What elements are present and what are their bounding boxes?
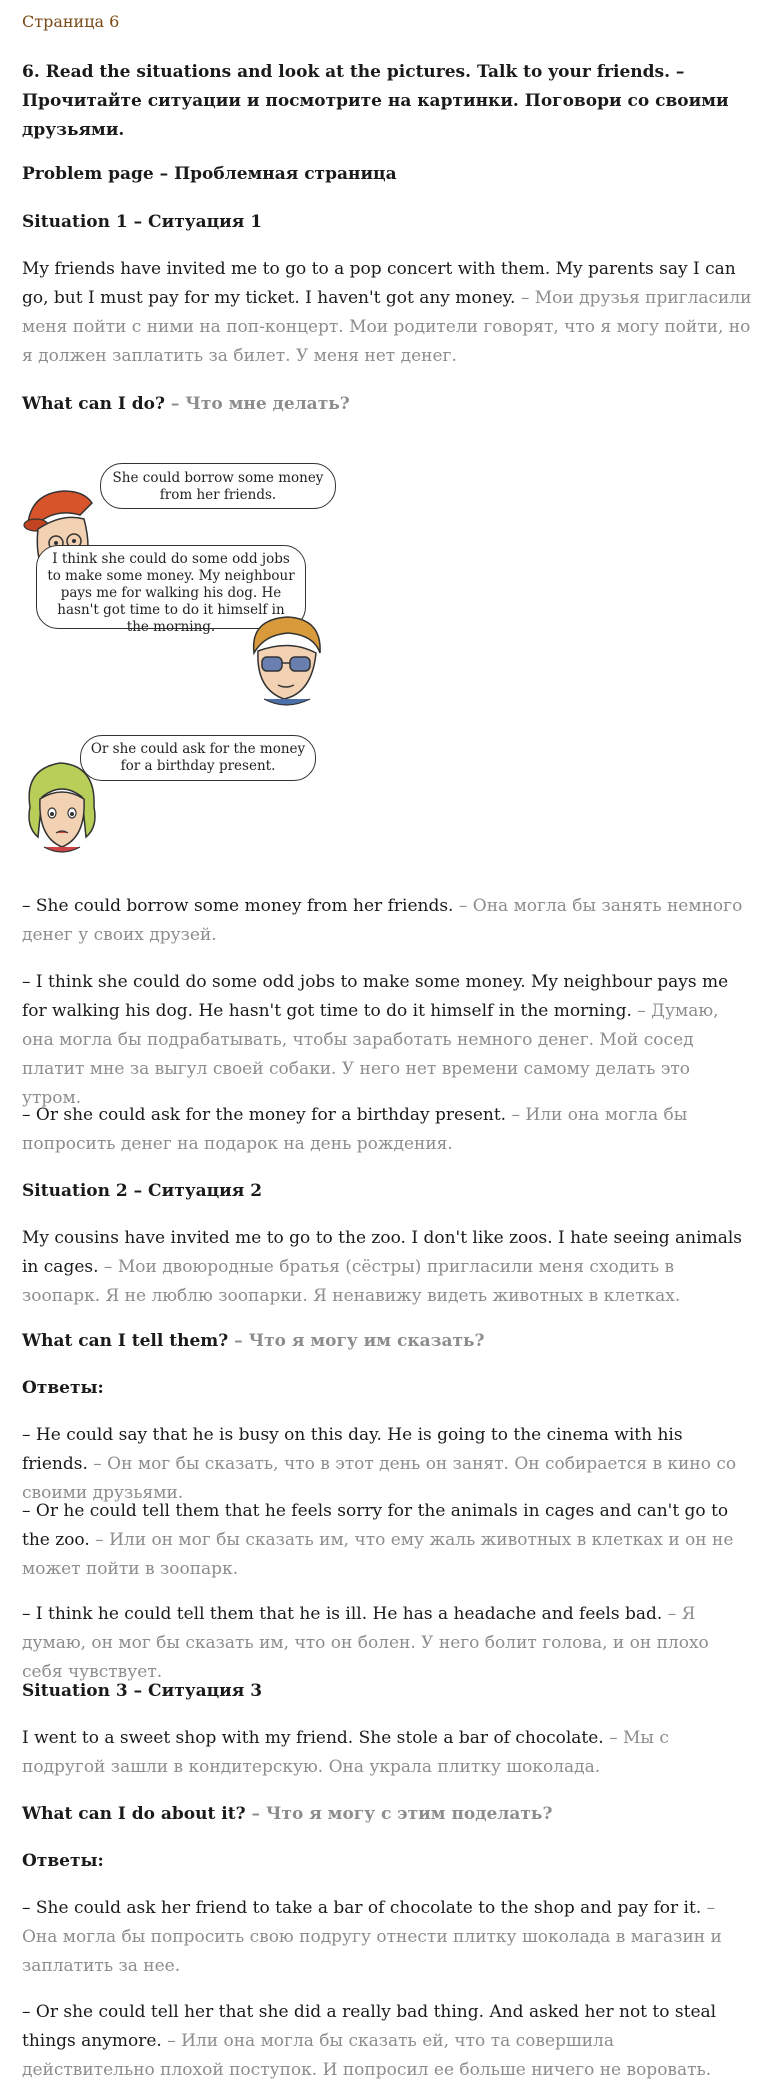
- s1-answer-1: [22, 892, 752, 950]
- s3-answer-1: [22, 1894, 752, 1981]
- situation-2-question-ru: – Что я могу им сказать?: [228, 1331, 485, 1351]
- s1-answer-2-ru: – Думаю, она могла бы подрабатывать, чтобы заработать немного денег. Мой сосед платит мне за выгул своей собаки. У него нет времени самому делать это утром.: [22, 1001, 719, 1108]
- situation-3-question-en: What can I do about it?: [22, 1804, 246, 1824]
- situation-1-text-en: My friends have invited me to go to a pop concert with them. My parents say I can go, but I must pay for my ticket. I haven't got any money.: [22, 259, 736, 308]
- s1-answer-3: [22, 1101, 752, 1159]
- situation-3-answers-label: Ответы:: [22, 1851, 104, 1871]
- s2-answer-3: [22, 1600, 752, 1687]
- situation-2-heading: Situation 2 – Ситуация 2: [22, 1181, 263, 1201]
- situation-1-question: [22, 390, 752, 419]
- speech-bubble-2: I think she could do some odd jobs to make some money. My neighbour pays me for walking his dog. He hasn't got time to do it himself in the morning.: [36, 545, 306, 629]
- girl-icon: [22, 757, 102, 857]
- s3-answer-2-en: – Or she could tell her that she did a really bad thing. And asked her not to steal things anymore.: [22, 2002, 717, 2051]
- task-heading-ru: Прочитайте ситуации и посмотрите на картинки. Поговори со своими друзьями.: [22, 91, 729, 140]
- s1-answer-1-en: – She could borrow some money from her friends.: [22, 896, 454, 916]
- task-heading: [22, 58, 752, 145]
- page-link[interactable]: Страница 6: [22, 12, 120, 31]
- problem-page-heading: Problem page – Проблемная страница: [22, 164, 397, 184]
- s1-answer-3-ru: – Или она могла бы попросить денег на подарок на день рождения.: [22, 1105, 688, 1154]
- situation-2-answers-label: Ответы:: [22, 1378, 104, 1398]
- situation-1-text-ru: – Мои друзья пригласили меня пойти с ними на поп-концерт. Мои родители говорят, что я могу пойти, но я должен заплатить за билет. У меня нет денег.: [22, 288, 752, 366]
- s2-answer-3-en: – I think he could tell them that he is ill. He has a headache and feels bad.: [22, 1604, 663, 1624]
- situation-2-question: [22, 1327, 752, 1356]
- s1-answer-1-ru: – Она могла бы занять немного денег у своих друзей.: [22, 896, 743, 945]
- situation-3-question-ru: – Что я могу с этим поделать?: [245, 1804, 553, 1824]
- situation-2-text-ru: – Мои двоюродные братья (сёстры) пригласили меня сходить в зоопарк. Я не люблю зоопарки. Я ненавижу видеть животных в клетках.: [22, 1257, 681, 1306]
- s1-answer-2: [22, 968, 752, 1113]
- s2-answer-1-ru: – Он мог бы сказать, что в этот день он занят. Он собирается в кино со своими друзьями.: [22, 1454, 737, 1503]
- task-heading-en: 6. Read the situations and look at the pictures. Talk to your friends. –: [22, 62, 685, 82]
- s3-answer-1-en: – She could ask her friend to take a bar of chocolate to the shop and pay for it.: [22, 1898, 702, 1918]
- illustration: [22, 445, 412, 865]
- s2-answer-1: [22, 1421, 752, 1508]
- s3-answer-1-ru: – Она могла бы попросить свою подругу отнести плитку шоколада в магазин и заплатить за нее.: [22, 1898, 722, 1976]
- situation-2-question-en: What can I tell them?: [22, 1331, 229, 1351]
- s2-answer-2-ru: – Или он мог бы сказать им, что ему жаль животных в клетках и он не может пойти в зоопарк.: [22, 1530, 734, 1579]
- boy-with-glasses-icon: [244, 613, 328, 711]
- situation-3-text-ru: – Мы с подругой зашли в кондитерскую. Она украла плитку шоколада.: [22, 1728, 669, 1777]
- s2-answer-1-en: – He could say that he is busy on this day. He is going to the cinema with his friends.: [22, 1425, 683, 1474]
- s2-answer-2-en: – Or he could tell them that he feels sorry for the animals in cages and can't go to the zoo.: [22, 1501, 729, 1550]
- s2-answer-2: [22, 1497, 752, 1584]
- speech-bubble-1: She could borrow some money from her friends.: [100, 463, 336, 509]
- speech-bubble-3: Or she could ask for the money for a birthday present.: [80, 735, 316, 781]
- situation-3-text: [22, 1724, 752, 1782]
- situation-2-text-en: My cousins have invited me to go to the zoo. I don't like zoos. I hate seeing animals in cages.: [22, 1228, 742, 1277]
- s1-answer-3-en: – Or she could ask for the money for a birthday present.: [22, 1105, 507, 1125]
- s3-answer-2-ru: – Или она могла бы сказать ей, что та совершила действительно плохой поступок. И попросил ее больше ничего не воровать.: [22, 2031, 712, 2080]
- s3-answer-2: [22, 1998, 752, 2085]
- situation-3-question: [22, 1800, 752, 1829]
- s1-answer-2-en: – I think she could do some odd jobs to make some money. My neighbour pays me for walking his dog. He hasn't got time to do it himself in the morning.: [22, 972, 729, 1021]
- situation-1-heading: Situation 1 – Ситуация 1: [22, 212, 263, 232]
- s2-answer-3-ru: – Я думаю, он мог бы сказать им, что он болен. У него болит голова, и он плохо себя чувствует.: [22, 1604, 709, 1682]
- situation-1-question-ru: – Что мне делать?: [164, 394, 350, 414]
- situation-3-text-en: I went to a sweet shop with my friend. She stole a bar of chocolate.: [22, 1728, 604, 1748]
- situation-2-text: [22, 1224, 752, 1311]
- situation-3-heading: Situation 3 – Ситуация 3: [22, 1681, 263, 1701]
- situation-1-question-en: What can I do?: [22, 394, 165, 414]
- situation-1-text: [22, 255, 752, 371]
